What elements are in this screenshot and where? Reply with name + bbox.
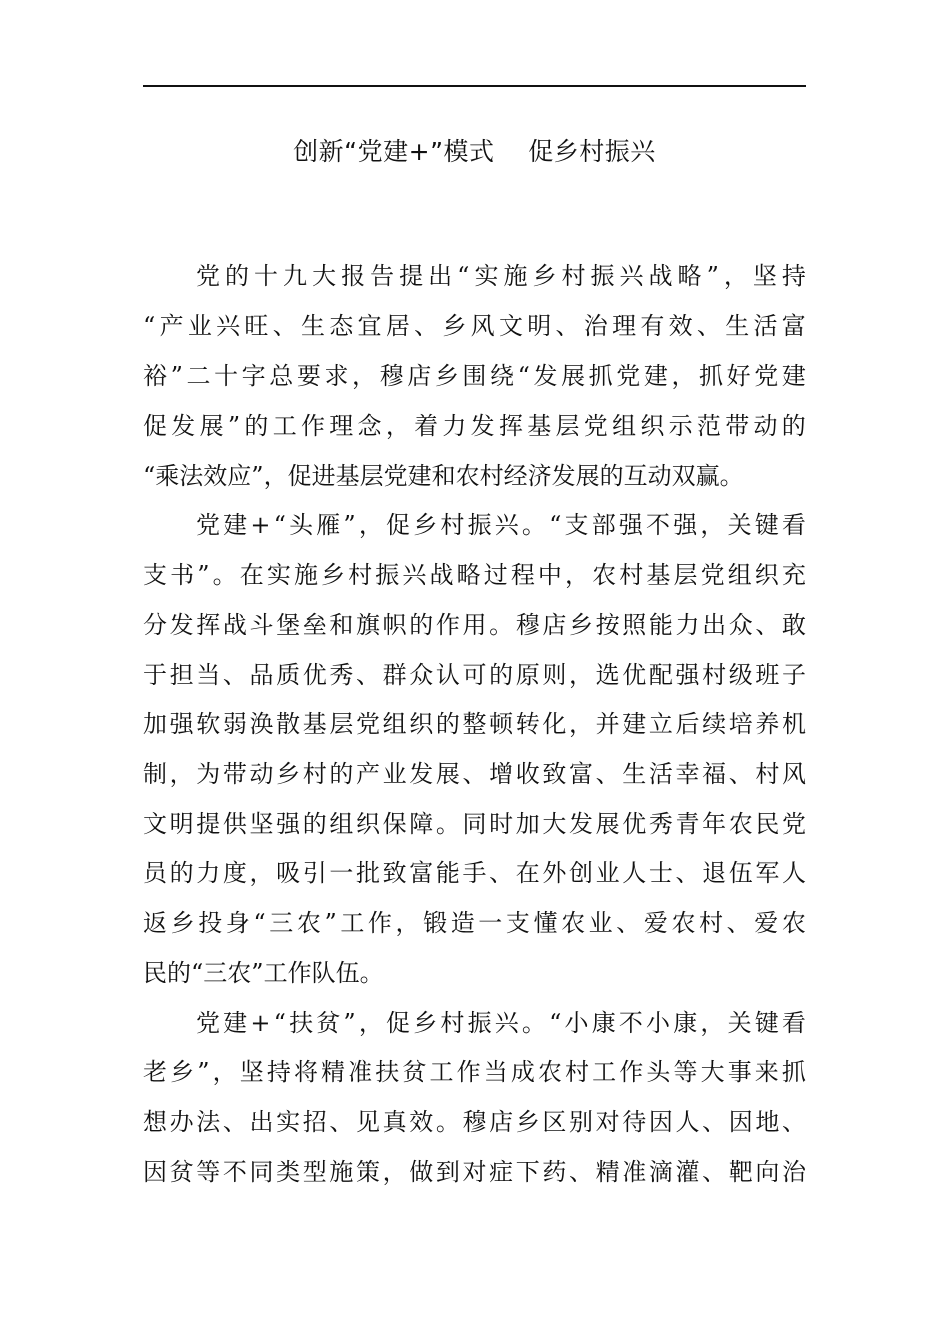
header-rule: [143, 85, 806, 87]
text-line: 加 强 软 弱 涣 散 基 层 党 组 织 的 整 顿 转 化 ， 并 建 立 后 续 培 养 机: [143, 710, 806, 738]
text-line: “ 产 业 兴 旺 、 生 态 宜 居 、 乡 风 文 明 、 治 理 有 效 、 生 活 富: [143, 312, 806, 340]
text-line: 老 乡 ” ， 坚 持 将 精 准 扶 贫 工 作 当 成 农 村 工 作 头 等 大 事 来 抓: [143, 1058, 806, 1086]
text-line: 文 明 提 供 坚 强 的 组 织 保 障 。 同 时 加 大 发 展 优 秀 青 年 农 民 党: [143, 810, 806, 838]
text-line: 党 建 + “ 头 雁 ” ， 促 乡 村 振 兴 。 “ 支 部 强 不 强 ， 关 键 看: [196, 511, 806, 539]
text-line: “ 乘 法 效 应 ” ， 促 进 基 层 党 建 和 农 村 经 济 发 展 的 互 动 双 赢 。: [143, 462, 744, 490]
text-line: 民 的 “ 三 农 ” 工 作 队 伍 。: [143, 959, 384, 987]
text-line: 想 办 法 、 出 实 招 、 见 真 效 。 穆 店 乡 区 别 对 待 因 人 、 因 地 、: [143, 1108, 806, 1136]
text-line: 党 建 + “ 扶 贫 ” ， 促 乡 村 振 兴 。 “ 小 康 不 小 康 ， 关 键 看: [196, 1009, 806, 1037]
text-line: 分 发 挥 战 斗 堡 垒 和 旗 帜 的 作 用 。 穆 店 乡 按 照 能 力 出 众 、 敢: [143, 611, 806, 639]
text-line: 裕 ” 二 十 字 总 要 求 ， 穆 店 乡 围 绕 “ 发 展 抓 党 建 ， 抓 好 党 建: [143, 362, 806, 390]
text-line: 返 乡 投 身 “ 三 农 ” 工 作 ， 锻 造 一 支 懂 农 业 、 爱 农 村 、 爱 农: [143, 909, 806, 937]
text-line: 党 的 十 九 大 报 告 提 出 “ 实 施 乡 村 振 兴 战 略 ” ， 坚 持: [196, 262, 806, 290]
text-line: 制 ， 为 带 动 乡 村 的 产 业 发 展 、 增 收 致 富 、 生 活 幸 福 、 村 风: [143, 760, 806, 788]
text-line: 员 的 力 度 ， 吸 引 一 批 致 富 能 手 、 在 外 创 业 人 士 、 退 伍 军 人: [143, 859, 806, 887]
text-line: 支 书 ” 。 在 实 施 乡 村 振 兴 战 略 过 程 中 ， 农 村 基 层 党 组 织 充: [143, 561, 806, 589]
text-line: 因 贫 等 不 同 类 型 施 策 ， 做 到 对 症 下 药 、 精 准 滴 灌 、 靶 向 治: [143, 1158, 806, 1186]
text-line: 于 担 当 、 品 质 优 秀 、 群 众 认 可 的 原 则 ， 选 优 配 强 村 级 班 子: [143, 661, 806, 689]
document-title: 创新“党建+”模式 促乡村振兴: [293, 137, 656, 166]
text-line: 促 发 展 ” 的 工 作 理 念 ， 着 力 发 挥 基 层 党 组 织 示 范 带 动 的: [143, 412, 806, 440]
